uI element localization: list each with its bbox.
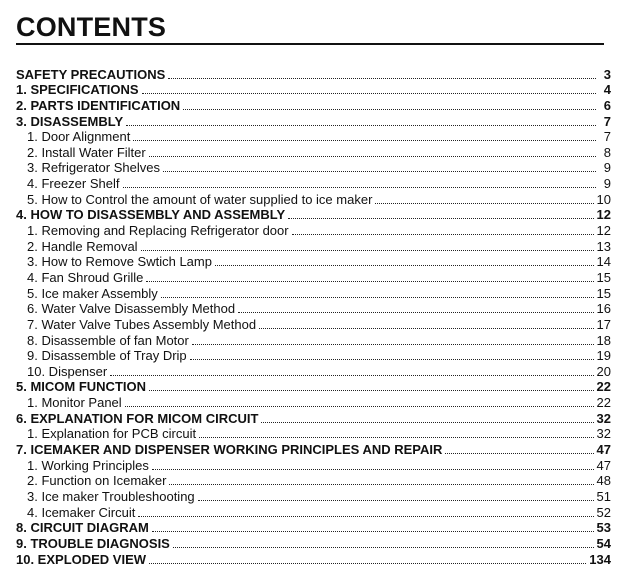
toc-entry-page-number: 8 (603, 144, 611, 160)
dot-leader (199, 427, 593, 438)
toc-entry-label: 4. HOW TO DISASSEMBLY AND ASSEMBLY (16, 207, 286, 223)
toc-entry-page-number: 52 (596, 504, 611, 520)
toc-entry-label: 1. Door Alignment (27, 129, 131, 145)
dot-leader (152, 459, 594, 470)
toc-entry-page-number: 47 (596, 457, 611, 473)
toc-entry-label: 1. SPECIFICATIONS (16, 82, 139, 98)
toc-section-entry[interactable] (16, 520, 611, 536)
toc-entry-label: 8. CIRCUIT DIAGRAM (16, 520, 149, 536)
toc-section-entry[interactable] (16, 113, 611, 129)
toc-subsection-entry[interactable] (16, 363, 611, 379)
toc-subsection-entry[interactable] (16, 504, 611, 520)
toc-entry-label: 4. Fan Shroud Grille (27, 269, 144, 285)
toc-subsection-entry[interactable] (16, 332, 611, 348)
dot-leader (110, 365, 593, 376)
toc-section-entry[interactable] (16, 207, 611, 223)
toc-entry-page-number: 20 (596, 363, 611, 379)
dot-leader (146, 271, 593, 282)
toc-section-entry[interactable] (16, 82, 611, 98)
dot-leader (445, 443, 593, 454)
toc-section-entry[interactable] (16, 410, 611, 426)
toc-entry-label: 5. MICOM FUNCTION (16, 379, 146, 395)
toc-subsection-entry[interactable] (16, 457, 611, 473)
toc-subsection-entry[interactable] (16, 316, 611, 332)
dot-leader (190, 349, 594, 360)
toc-section-entry[interactable] (16, 66, 611, 82)
toc-entry-label: 10. Dispenser (27, 363, 108, 379)
toc-entry-label: 6. EXPLANATION FOR MICOM CIRCUIT (16, 410, 259, 426)
dot-leader (138, 506, 593, 517)
dot-leader (126, 115, 596, 126)
toc-entry-page-number: 12 (596, 207, 611, 223)
title-underline (16, 43, 604, 45)
dot-leader (163, 161, 596, 172)
toc-entry-label: 3. How to Remove Swtich Lamp (27, 254, 212, 270)
toc-entry-label: 5. How to Control the amount of water supplied to ice maker (27, 191, 373, 207)
toc-entry-label: 4. Freezer Shelf (27, 176, 120, 192)
dot-leader (173, 537, 594, 548)
toc-subsection-entry[interactable] (16, 238, 611, 254)
toc-entry-page-number: 32 (596, 426, 611, 442)
toc-entry-page-number: 22 (596, 395, 611, 411)
toc-entry-label: 6. Water Valve Disassembly Method (27, 301, 236, 317)
toc-entry-page-number: 15 (596, 269, 611, 285)
toc-subsection-entry[interactable] (16, 129, 611, 145)
toc-subsection-entry[interactable] (16, 191, 611, 207)
toc-subsection-entry[interactable] (16, 144, 611, 160)
dot-leader (149, 146, 596, 157)
toc-entry-page-number: 134 (589, 551, 611, 567)
toc-subsection-entry[interactable] (16, 222, 611, 238)
toc-entry-label: 10. EXPLODED VIEW (16, 551, 147, 567)
toc-entry-label: 9. Disassemble of Tray Drip (27, 348, 187, 364)
toc-entry-label: 2. Handle Removal (27, 238, 138, 254)
toc-entry-page-number: 9 (603, 176, 611, 192)
toc-entry-label: SAFETY PRECAUTIONS (16, 66, 166, 82)
toc-subsection-entry[interactable] (16, 301, 611, 317)
toc-entry-page-number: 32 (596, 410, 611, 426)
dot-leader (288, 208, 593, 219)
dot-leader (169, 474, 593, 485)
toc-entry-label: 9. TROUBLE DIAGNOSIS (16, 535, 170, 551)
toc-entry-page-number: 54 (596, 535, 611, 551)
toc-subsection-entry[interactable] (16, 488, 611, 504)
dot-leader (142, 83, 596, 94)
dot-leader (149, 553, 586, 564)
toc-entry-page-number: 22 (596, 379, 611, 395)
toc-entry-page-number: 48 (596, 473, 611, 489)
dot-leader (215, 255, 594, 266)
dot-leader (161, 287, 594, 298)
toc-entry-label: 1. Working Principles (27, 457, 149, 473)
dot-leader (259, 318, 593, 329)
toc-entry-page-number: 3 (603, 66, 611, 82)
toc-subsection-entry[interactable] (16, 394, 611, 410)
toc-entry-label: 4. Icemaker Circuit (27, 504, 136, 520)
toc-entry-page-number: 9 (603, 160, 611, 176)
toc-entry-page-number: 7 (603, 113, 611, 129)
toc-entry-page-number: 6 (603, 97, 611, 113)
toc-entry-page-number: 13 (596, 238, 611, 254)
toc-subsection-entry[interactable] (16, 426, 611, 442)
dot-leader (238, 302, 593, 313)
dot-leader (123, 177, 597, 188)
dot-leader (198, 490, 594, 501)
toc-subsection-entry[interactable] (16, 285, 611, 301)
toc-subsection-entry[interactable] (16, 254, 611, 270)
toc-subsection-entry[interactable] (16, 473, 611, 489)
dot-leader (168, 68, 596, 79)
toc-entry-page-number: 18 (596, 332, 611, 348)
toc-entry-label: 2. Function on Icemaker (27, 473, 167, 489)
dot-leader (183, 99, 596, 110)
toc-entry-page-number: 17 (596, 316, 611, 332)
toc-entry-page-number: 47 (596, 442, 611, 458)
toc-entry-page-number: 7 (603, 129, 611, 145)
toc-entry-page-number: 14 (596, 254, 611, 270)
toc-entry-label: 7. Water Valve Tubes Assembly Method (27, 316, 257, 332)
toc-section-entry[interactable] (16, 97, 611, 113)
toc-entry-label: 3. Ice maker Troubleshooting (27, 488, 195, 504)
toc-entry-label: 2. Install Water Filter (27, 144, 146, 160)
dot-leader (192, 334, 594, 345)
toc-subsection-entry[interactable] (16, 269, 611, 285)
table-of-contents (16, 66, 611, 567)
dot-leader (125, 396, 594, 407)
dot-leader (292, 224, 594, 235)
page-title: CONTENTS (16, 12, 167, 42)
toc-section-entry[interactable] (16, 535, 611, 551)
dot-leader (375, 193, 593, 204)
toc-subsection-entry[interactable] (16, 175, 611, 191)
toc-entry-page-number: 4 (603, 82, 611, 98)
toc-section-entry[interactable] (16, 551, 611, 567)
dot-leader (133, 130, 596, 141)
toc-entry-label: 7. ICEMAKER AND DISPENSER WORKING PRINCIPLES AND REPAIR (16, 442, 443, 458)
toc-entry-page-number: 15 (596, 285, 611, 301)
toc-subsection-entry[interactable] (16, 348, 611, 364)
toc-section-entry[interactable] (16, 379, 611, 395)
toc-entry-page-number: 10 (596, 191, 611, 207)
dot-leader (149, 380, 594, 391)
toc-entry-label: 5. Ice maker Assembly (27, 285, 158, 301)
toc-section-entry[interactable] (16, 441, 611, 457)
toc-subsection-entry[interactable] (16, 160, 611, 176)
toc-entry-label: 1. Explanation for PCB circuit (27, 426, 197, 442)
toc-entry-label: 8. Disassemble of fan Motor (27, 332, 189, 348)
toc-entry-page-number: 53 (596, 520, 611, 536)
toc-entry-label: 1. Monitor Panel (27, 395, 122, 411)
toc-entry-label: 1. Removing and Replacing Refrigerator door (27, 223, 289, 239)
dot-leader (261, 412, 593, 423)
toc-entry-label: 3. DISASSEMBLY (16, 113, 124, 129)
toc-entry-label: 3. Refrigerator Shelves (27, 160, 160, 176)
toc-entry-page-number: 19 (596, 348, 611, 364)
dot-leader (152, 521, 594, 532)
dot-leader (141, 240, 594, 251)
toc-entry-label: 2. PARTS IDENTIFICATION (16, 97, 181, 113)
toc-entry-page-number: 16 (596, 301, 611, 317)
toc-entry-page-number: 51 (596, 488, 611, 504)
toc-entry-page-number: 12 (596, 223, 611, 239)
